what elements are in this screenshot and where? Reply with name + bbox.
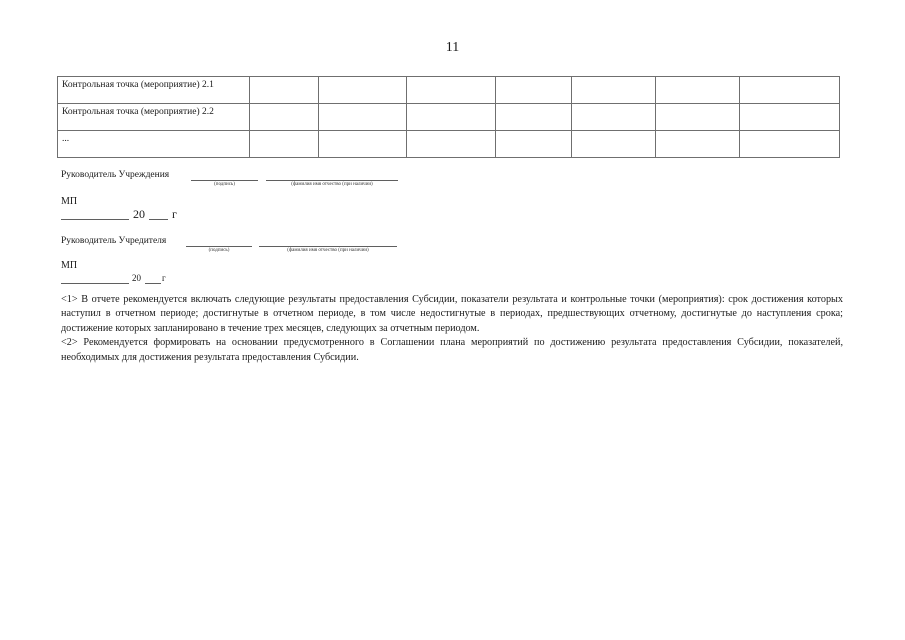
table-cell [407,77,496,104]
row-label: Контрольная точка (мероприятие) 2.1 [62,80,214,90]
date-suffix: г [172,207,177,221]
row-label-cell [58,104,250,131]
row-label-cell [58,131,250,158]
signature-line [191,180,258,181]
table-cell [496,104,572,131]
table-cell [572,131,656,158]
row-label-cell [58,77,250,104]
name-line [266,180,398,181]
table-cell [572,104,656,131]
date-suffix: г [162,273,166,283]
table-row [58,131,840,158]
table-cell [250,104,319,131]
founder-head-label: Руководитель Учредителя [61,236,167,246]
date-year-line [149,219,168,220]
table-cell [740,131,840,158]
table-cell [250,131,319,158]
stamp-label: МП [61,196,78,207]
stamp-label: МП [61,260,78,271]
name-hint: (фамилия имя отчество (при наличии) [291,182,373,187]
date-line [61,219,129,220]
table-row [58,77,840,104]
name-hint: (фамилия имя отчество (при наличии) [287,248,369,253]
name-line [259,246,397,247]
table-cell [656,131,740,158]
table-cell [740,77,840,104]
table-cell [319,77,407,104]
table-cell [407,104,496,131]
table-cell [572,77,656,104]
table-cell [407,131,496,158]
table-cell [319,131,407,158]
row-label: Контрольная точка (мероприятие) 2.2 [62,107,214,117]
table-cell [496,131,572,158]
table-cell [319,104,407,131]
signature-hint: (подпись) [208,248,230,253]
table-cell [740,104,840,131]
signature-hint: (подпись) [214,182,235,187]
date-year-prefix: 20 [133,207,145,221]
table-row [58,104,840,131]
report-table [57,76,840,158]
table-cell [496,77,572,104]
footnote-1: <1> В отчете рекомендуется включать следующие результаты предоставления Субсидии, показатели результата и контрольные точки (мероприятия): срок достижения которых наступил в отчетном периоде; достигнутые в отчетном периоде, в том числе недостигнутые в периодах, предшествующих отчетному, достигнутые до наступления срока; достижение которых запланировано в течение трех месяцев, следующих за отчетным периодом. [61,294,843,334]
table-cell [656,77,740,104]
footnotes [61,293,843,365]
table-cell [656,104,740,131]
footnote-2: <2> Рекомендуется формировать на основании предусмотренного в Соглашении плана мероприятий по достижению результата предоставления Субсидии, показателей, необходимых для достижения результата предоставления Субсидии. [61,337,843,363]
page-number: 11 [445,40,460,55]
date-line [61,283,129,284]
table-cell [250,77,319,104]
date-year-prefix: 20 [132,273,141,283]
signature-line [186,246,252,247]
date-year-line [145,283,161,284]
row-label: ... [62,134,70,144]
institution-head-label: Руководитель Учреждения [61,170,170,180]
